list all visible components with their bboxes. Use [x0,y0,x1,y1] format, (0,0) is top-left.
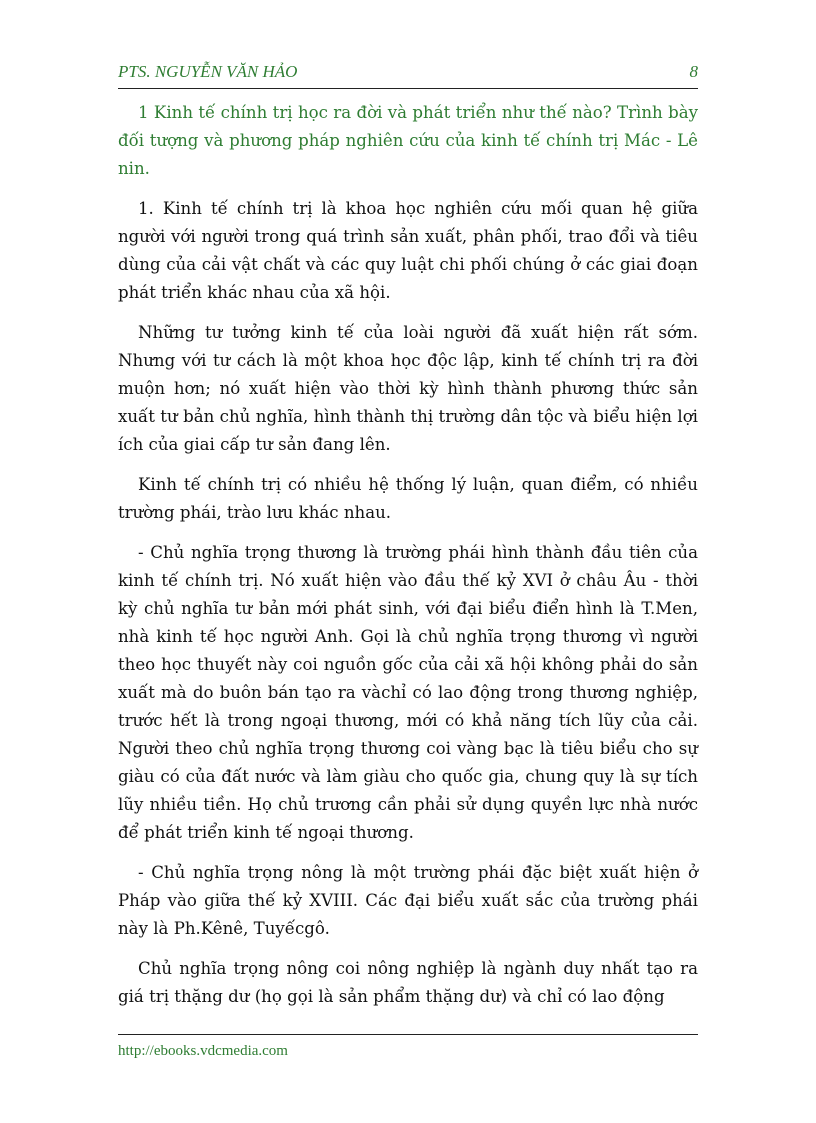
body-paragraph: 1. Kinh tế chính trị là khoa học nghiên cứu mối quan hệ giữa người với người trong quá trình sản xuất, phân phối, trao đổi và tiêu dùng của cải vật chất và các quy luật chi phối chúng ở các giai đoạn phát triển khác nhau của xã hội. [118,199,698,302]
author-name: PTS. NGUYỄN VĂN HẢO [118,62,298,81]
header-divider [118,88,698,89]
footer-divider [118,1034,698,1035]
body-paragraph: Kinh tế chính trị có nhiều hệ thống lý luận, quan điểm, có nhiều trường phái, trào lưu khác nhau. [118,475,698,522]
page-header [118,62,698,86]
body-paragraph: Những tư tưởng kinh tế của loài người đã xuất hiện rất sớm. Nhưng với tư cách là một khoa học độc lập, kinh tế chính trị ra đời muộn hơn; nó xuất hiện vào thời kỳ hình thành phương thức sản xuất tư bản chủ nghĩa, hình thành thị trường dân tộc và biểu hiện lợi ích của giai cấp tư sản đang lên. [118,323,698,454]
question-heading: 1 Kinh tế chính trị học ra đời và phát triển như thế nào? Trình bày đối tượng và phương pháp nghiên cứu của kinh tế chính trị Mác - Lê nin. [118,103,698,178]
page-number: 8 [689,62,698,81]
body-paragraph: - Chủ nghĩa trọng thương là trường phái hình thành đầu tiên của kinh tế chính trị. Nó xuất hiện vào đầu thế kỷ XVI ở châu Âu - thời kỳ chủ nghĩa tư bản mới phát sinh, với đại biểu điển hình là T.Men, nhà kinh tế học người Anh. Gọi là chủ nghĩa trọng thương vì người theo học thuyết này coi nguồn gốc của cải xã hội không phải do sản xuất mà do buôn bán tạo ra vàchỉ có lao động trong thương nghiệp, trước hết là trong ngoại thương, mới có khả năng tích lũy của cải. Người theo chủ nghĩa trọng thương coi vàng bạc là tiêu biểu cho sự giàu có của đất nước và làm giàu cho quốc gia, chung quy là sự tích lũy nhiều tiền. Họ chủ trương cần phải sử dụng quyền lực nhà nước để phát triển kinh tế ngoại thương. [118,543,698,842]
body-paragraph: Chủ nghĩa trọng nông coi nông nghiệp là ngành duy nhất tạo ra giá trị thặng dư (họ gọi là sản phẩm thặng dư) và chỉ có lao động [118,959,698,1006]
footer-link[interactable]: http://ebooks.vdcmedia.com [118,1043,288,1059]
body-paragraph: - Chủ nghĩa trọng nông là một trường phái đặc biệt xuất hiện ở Pháp vào giữa thế kỷ XVIII. Các đại biểu xuất sắc của trường phái này là Ph.Kênê, Tuyếcgô. [118,863,698,938]
document-body [118,99,698,1023]
